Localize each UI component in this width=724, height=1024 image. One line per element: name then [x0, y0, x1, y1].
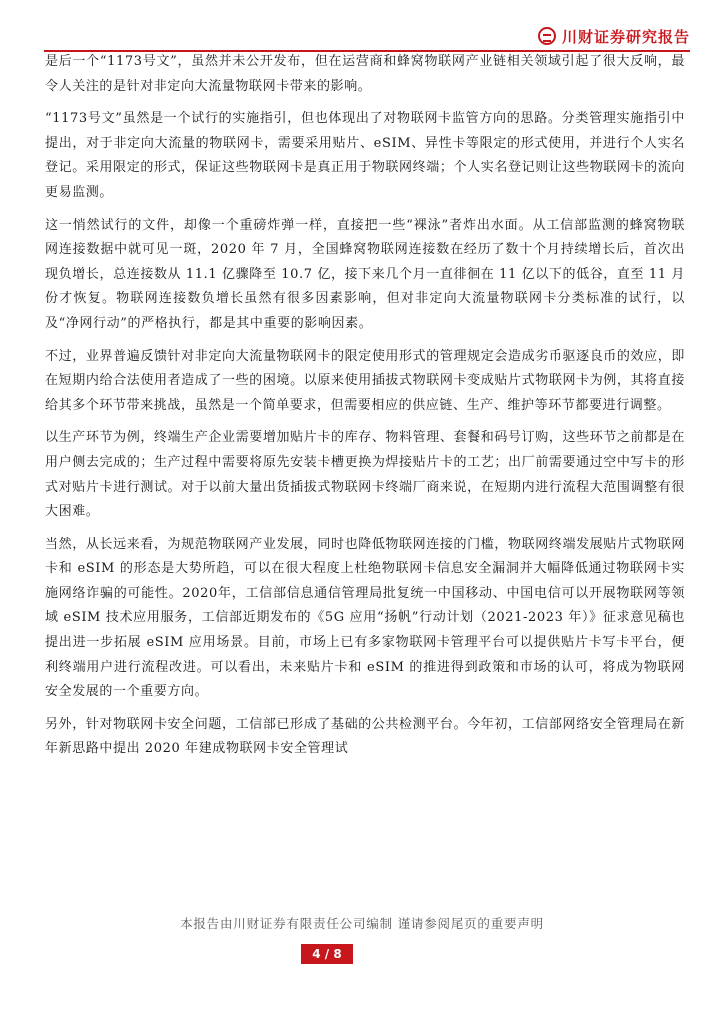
paragraph: 另外，针对物联网卡安全问题，工信部已形成了基础的公共检测平台。今年初，工信部网络安全管理局在新年新思路中提出 2020 年建成物联网卡安全管理试	[45, 716, 685, 757]
paragraph: 这一悄然试行的文件，却像一个重磅炸弹一样，直接把一些“裸泳”者炸出水面。从工信部监测的蜂窝物联网连接数据中就可见一斑，2020 年 7 月，全国蜂窝物联网连接数在经历了数十个月持续增长后，首次出现负增长，总连接数从 11.1 亿骤降至 10.7 亿，接下来几个月一直徘徊在 11 亿以下的低谷，直至 11 月份才恢复。物联网连接数负增长虽然有很多因素影响，但对非定向大流量物联网卡分类标准的试行，以及“净网行动”的严格执行，都是其中重要的影响因素。	[45, 217, 685, 331]
logo-icon	[538, 27, 556, 45]
page-number: 4 / 8	[301, 944, 353, 964]
paragraph: “1173号文”虽然是一个试行的实施指引，但也体现出了对物联网卡监管方向的思路。分类管理实施指引中提出，对于非定向大流量的物联网卡，需要采用贴片、eSIM、异性卡等限定的形式使用，并进行个人实名登记。采用限定的形式，保证这些物联网卡是真正用于物联网终端；个人实名登记则让这些物联网卡的流向更易监测。	[45, 111, 685, 200]
paragraph: 当然，从长远来看，为规范物联网产业发展，同时也降低物联网连接的门槛，物联网终端发展贴片式物联网卡和 eSIM 的形态是大势所趋，可以在很大程度上杜绝物联网卡信息安全漏洞并大幅降低通过物联网卡实施网络诈骗的可能性。2020年，工信部信息通信管理局批复统一中国移动、中国电信可以开展物联网等领域 eSIM 技术应用服务，工信部近期发布的《5G 应用“扬帆”行动计划（2021-2023 年）》征求意见稿也提出进一步拓展 eSIM 应用场景。目前，市场上已有多家物联网卡管理平台可以提供贴片卡写卡平台，便利终端用户进行流程改进。可以看出，未来贴片卡和 eSIM 的推进得到政策和市场的认可，将成为物联网安全发展的一个重要方向。	[45, 536, 685, 700]
paragraph: 以生产环节为例，终端生产企业需要增加贴片卡的库存、物料管理、套餐和码号订购，这些环节之前都是在用户侧去完成的；生产过程中需要将原先安装卡槽更换为焊接贴片卡的工艺；出厂前需要通过空中写卡的形式对贴片卡进行测试。对于以前大量出货插拔式物联网卡终端厂商来说，在短期内进行流程大范围调整有很大困难。	[45, 430, 685, 520]
disclaimer-note: 本报告由川财证券有限责任公司编制 谨请参阅尾页的重要声明	[180, 916, 544, 931]
brand-title: 川财证券研究报告	[561, 27, 690, 46]
paragraph: 不过，业界普遍反馈针对非定向大流量物联网卡的限定使用形式的管理规定会造成劣币驱逐良币的效应，即在短期内给合法使用者造成了一些的困境。以原来使用插拔式物联网卡变成贴片式物联网卡为例，其将直接给其多个环节带来挑战，虽然是一个简单要求，但需要相应的供应链、生产、维护等环节都要进行调整。	[45, 348, 685, 413]
page-header	[44, 24, 690, 50]
brand-mark	[538, 24, 690, 48]
paragraph: 是后一个“1173号文”，虽然并未公开发布，但在运营商和蜂窝物联网产业链相关领域引起了很大反响，最令人关注的是针对非定向大流量物联网卡带来的影响。	[45, 54, 685, 94]
report-body	[45, 50, 685, 770]
